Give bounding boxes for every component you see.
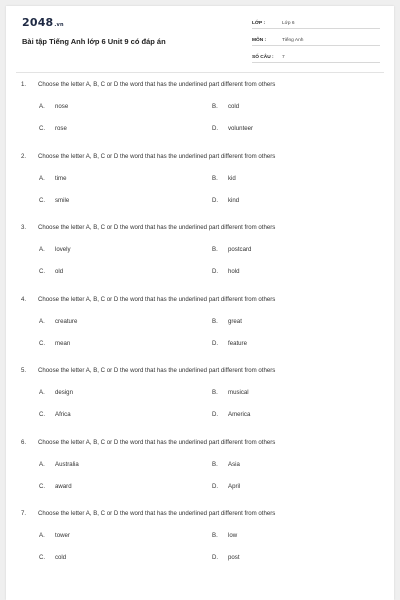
meta-value: Tiếng Anh — [282, 38, 304, 43]
option-letter: D. — [212, 482, 219, 490]
option-letter: C. — [39, 268, 46, 275]
option-text: cold — [55, 554, 67, 561]
option-letter: C. — [39, 411, 46, 418]
option-c[interactable] — [39, 554, 66, 561]
option-letter: A. — [39, 103, 45, 110]
option-text: design — [55, 389, 73, 396]
option-letter: B. — [212, 174, 218, 182]
option-text: Australia — [55, 460, 79, 468]
option-text: feature — [228, 339, 247, 347]
option-letter: B. — [212, 246, 218, 253]
option-letter: C. — [39, 482, 46, 490]
option-a[interactable] — [39, 461, 79, 468]
meta-row-class — [252, 16, 380, 29]
option-letter: A. — [39, 246, 45, 253]
worksheet-meta — [252, 16, 380, 67]
question-text: Choose the letter A, B, C or D the word that has the underlined part different from others — [38, 224, 276, 231]
question-number: 5. — [21, 367, 27, 374]
option-c[interactable] — [39, 197, 69, 204]
option-d[interactable] — [212, 483, 240, 490]
option-text: hold — [228, 268, 240, 275]
option-c[interactable] — [39, 340, 70, 347]
option-text: great — [228, 317, 242, 325]
option-a[interactable] — [39, 103, 68, 110]
question-text: Choose the letter A, B, C or D the word that has the underlined part different from others — [38, 81, 276, 88]
option-c[interactable] — [39, 483, 72, 490]
option-letter: D. — [212, 411, 219, 418]
option-text: low — [228, 532, 238, 539]
option-letter: D. — [212, 268, 219, 275]
option-d[interactable] — [212, 411, 250, 418]
worksheet-page — [6, 6, 394, 600]
option-text: postcard — [228, 246, 252, 253]
option-letter: C. — [39, 554, 46, 561]
option-b[interactable] — [212, 389, 249, 396]
option-text: time — [55, 174, 67, 182]
question-text: Choose the letter A, B, C or D the word that has the underlined part different from others — [38, 295, 276, 303]
option-c[interactable] — [39, 411, 71, 418]
option-c[interactable] — [39, 268, 63, 275]
question-text-line — [21, 439, 275, 446]
option-text: creature — [55, 317, 78, 325]
question-7 — [6, 507, 394, 579]
question-5 — [6, 364, 394, 436]
option-c[interactable] — [39, 125, 67, 132]
option-text: lovely — [55, 246, 71, 253]
question-number: 6. — [21, 438, 27, 446]
meta-label: LỚP : — [252, 21, 266, 26]
question-text-line — [21, 224, 275, 231]
question-text-line — [21, 510, 275, 517]
option-text: award — [55, 482, 72, 490]
question-3 — [6, 221, 394, 293]
option-b[interactable] — [212, 175, 236, 182]
option-text: kid — [228, 174, 236, 182]
header-divider — [16, 72, 384, 73]
option-text: tower — [55, 532, 70, 539]
option-b[interactable] — [212, 318, 242, 325]
option-letter: B. — [212, 532, 218, 539]
option-d[interactable] — [212, 197, 239, 204]
option-letter: A. — [39, 317, 45, 325]
option-letter: A. — [39, 389, 45, 396]
question-text: Choose the letter A, B, C or D the word that has the underlined part different from others — [38, 438, 276, 446]
meta-label: MÔN : — [252, 38, 267, 43]
question-list — [6, 78, 394, 579]
option-a[interactable] — [39, 389, 73, 396]
meta-label: SỐ CÂU : — [252, 55, 274, 60]
option-b[interactable] — [212, 246, 251, 253]
question-6 — [6, 436, 394, 508]
option-a[interactable] — [39, 318, 77, 325]
option-text: mean — [55, 339, 71, 347]
question-4 — [6, 293, 394, 365]
option-letter: B. — [212, 103, 218, 110]
option-letter: D. — [212, 196, 219, 204]
meta-value: 7 — [282, 55, 285, 60]
option-b[interactable] — [212, 103, 239, 110]
option-text: rose — [55, 125, 67, 132]
option-letter: B. — [212, 460, 218, 468]
option-letter: C. — [39, 339, 46, 347]
question-text: Choose the letter A, B, C or D the word that has the underlined part different from others — [38, 367, 276, 374]
option-b[interactable] — [212, 461, 240, 468]
option-letter: C. — [39, 125, 46, 132]
option-letter: B. — [212, 389, 218, 396]
option-letter: A. — [39, 532, 45, 539]
question-number: 7. — [21, 510, 27, 517]
option-a[interactable] — [39, 532, 70, 539]
option-d[interactable] — [212, 554, 240, 561]
option-text: April — [228, 482, 241, 490]
question-number: 4. — [21, 295, 27, 303]
logo-text: 2048 — [22, 16, 54, 29]
question-number: 1. — [21, 81, 27, 88]
question-number: 2. — [21, 152, 27, 160]
option-text: America — [228, 411, 251, 418]
question-text-line — [21, 81, 275, 88]
option-text: old — [55, 268, 64, 275]
option-text: musical — [228, 389, 249, 396]
question-text-line — [21, 153, 275, 160]
option-text: Africa — [55, 411, 71, 418]
question-number: 3. — [21, 224, 27, 231]
option-letter: A. — [39, 174, 45, 182]
option-a[interactable] — [39, 246, 71, 253]
site-logo[interactable] — [22, 16, 64, 29]
option-a[interactable] — [39, 175, 67, 182]
question-text: Choose the letter A, B, C or D the word that has the underlined part different from others — [38, 510, 276, 517]
option-letter: D. — [212, 339, 219, 347]
option-letter: A. — [39, 460, 45, 468]
option-letter: D. — [212, 554, 219, 561]
option-text: nose — [55, 103, 69, 110]
logo-suffix: .vn — [54, 22, 64, 28]
question-2 — [6, 150, 394, 222]
meta-row-subject — [252, 33, 380, 46]
option-letter: D. — [212, 125, 219, 132]
option-text: kind — [228, 196, 240, 204]
option-text: smile — [55, 196, 70, 204]
question-text-line — [21, 296, 275, 303]
option-letter: B. — [212, 317, 218, 325]
meta-value: Lớp 6 — [282, 21, 295, 26]
option-d[interactable] — [212, 340, 247, 347]
option-b[interactable] — [212, 532, 237, 539]
option-d[interactable] — [212, 268, 240, 275]
question-text-line — [21, 367, 275, 374]
option-text: post — [228, 554, 240, 561]
page-title: Bài tập Tiếng Anh lớp 6 Unit 9 có đáp án — [22, 37, 166, 46]
option-letter: C. — [39, 196, 46, 204]
meta-row-question-count — [252, 50, 380, 63]
option-text: cold — [228, 103, 240, 110]
option-text: volunteer — [228, 125, 254, 132]
question-1 — [6, 78, 394, 150]
option-d[interactable] — [212, 125, 253, 132]
worksheet-header — [6, 6, 394, 68]
question-text: Choose the letter A, B, C or D the word that has the underlined part different from others — [38, 152, 276, 160]
option-text: Asia — [228, 460, 240, 468]
